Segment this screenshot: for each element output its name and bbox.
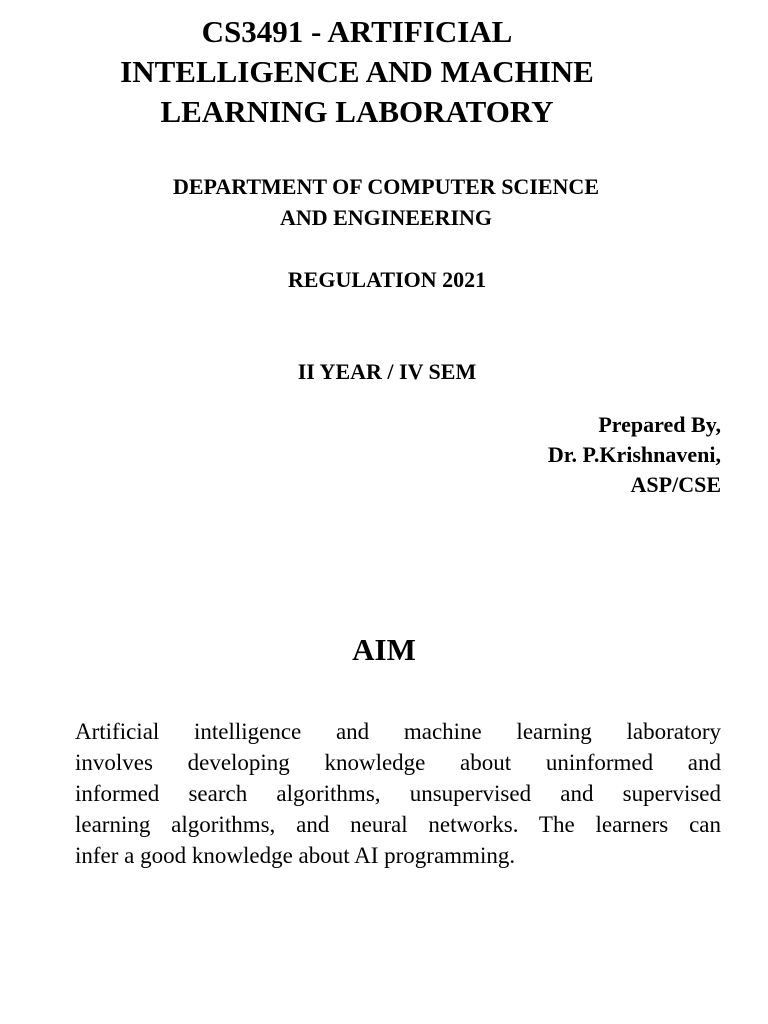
regulation-label: REGULATION 2021: [287, 267, 487, 292]
aim-line: Artificial intelligence and machine learning laboratory: [75, 719, 721, 744]
author-name: Dr. P.Krishnaveni,: [547, 442, 721, 467]
document-title: [60, 12, 654, 132]
prepared-by-block: [548, 410, 721, 500]
department-line: DEPARTMENT OF COMPUTER SCIENCE: [172, 174, 599, 199]
aim-paragraph: [75, 716, 721, 871]
department-heading: [60, 171, 712, 233]
aim-line: informed search algorithms, unsupervised and supervised: [75, 781, 721, 806]
aim-line: involves developing knowledge about uninformed and: [75, 750, 721, 775]
prepared-by-label: Prepared By,: [598, 412, 721, 437]
title-line: LEARNING LABORATORY: [160, 94, 554, 129]
aim-line: infer a good knowledge about AI programming.: [75, 843, 516, 868]
aim-heading: AIM: [352, 632, 416, 667]
aim-line: learning algorithms, and neural networks. The learners can: [75, 812, 721, 837]
department-line: AND ENGINEERING: [279, 205, 493, 230]
year-semester-label: II YEAR / IV SEM: [297, 359, 477, 384]
title-line: INTELLIGENCE AND MACHINE: [120, 54, 594, 89]
author-designation: ASP/CSE: [630, 472, 721, 497]
title-line: CS3491 - ARTIFICIAL: [201, 14, 513, 49]
